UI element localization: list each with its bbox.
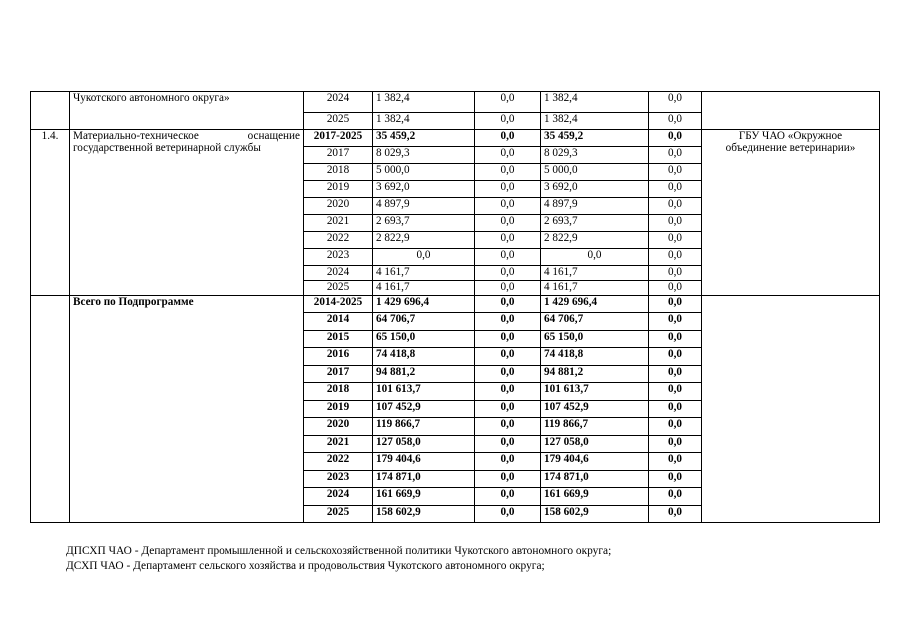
total-cell: 158 602,9 <box>373 505 475 523</box>
table-body <box>31 92 880 523</box>
year-cell: 2024 <box>304 266 373 281</box>
federal-budget-cell: 0,0 <box>475 470 541 488</box>
total-cell: 1 382,4 <box>373 92 475 113</box>
other-sources-cell: 0,0 <box>649 348 702 366</box>
federal-budget-cell: 0,0 <box>475 453 541 471</box>
total-cell: 119 866,7 <box>373 418 475 436</box>
other-sources-cell: 0,0 <box>649 232 702 249</box>
other-sources-cell: 0,0 <box>649 383 702 401</box>
total-cell: 2 822,9 <box>373 232 475 249</box>
total-cell: 3 692,0 <box>373 181 475 198</box>
table-row <box>31 130 880 147</box>
year-cell: 2018 <box>304 383 373 401</box>
other-sources-cell: 0,0 <box>649 313 702 331</box>
okrug-budget-cell: 2 693,7 <box>541 215 649 232</box>
year-cell: 2025 <box>304 113 373 130</box>
other-sources-cell: 0,0 <box>649 113 702 130</box>
other-sources-cell: 0,0 <box>649 505 702 523</box>
federal-budget-cell: 0,0 <box>475 281 541 296</box>
total-cell: 4 161,7 <box>373 266 475 281</box>
okrug-budget-cell: 5 000,0 <box>541 164 649 181</box>
year-cell: 2017 <box>304 147 373 164</box>
okrug-budget-cell: 0,0 <box>541 249 649 266</box>
federal-budget-cell: 0,0 <box>475 488 541 506</box>
year-cell: 2024 <box>304 92 373 113</box>
total-cell: 5 000,0 <box>373 164 475 181</box>
other-sources-cell: 0,0 <box>649 281 702 296</box>
item-name-line: государственной ветеринарной службы <box>73 142 261 154</box>
total-cell: 4 161,7 <box>373 281 475 296</box>
okrug-budget-cell: 158 602,9 <box>541 505 649 523</box>
okrug-budget-cell: 174 871,0 <box>541 470 649 488</box>
year-cell: 2021 <box>304 435 373 453</box>
year-cell: 2023 <box>304 470 373 488</box>
okrug-budget-cell: 3 692,0 <box>541 181 649 198</box>
item-number-cell <box>31 296 70 523</box>
other-sources-cell: 0,0 <box>649 488 702 506</box>
year-cell: 2016 <box>304 348 373 366</box>
other-sources-cell: 0,0 <box>649 181 702 198</box>
table-row <box>31 92 880 113</box>
total-cell: 107 452,9 <box>373 400 475 418</box>
total-cell: 2 693,7 <box>373 215 475 232</box>
okrug-budget-cell: 119 866,7 <box>541 418 649 436</box>
total-cell: 4 897,9 <box>373 198 475 215</box>
other-sources-cell: 0,0 <box>649 470 702 488</box>
other-sources-cell: 0,0 <box>649 330 702 348</box>
okrug-budget-cell: 4 161,7 <box>541 266 649 281</box>
other-sources-cell: 0,0 <box>649 418 702 436</box>
total-cell: 35 459,2 <box>373 130 475 147</box>
other-sources-cell: 0,0 <box>649 147 702 164</box>
federal-budget-cell: 0,0 <box>475 435 541 453</box>
year-cell: 2017-2025 <box>304 130 373 147</box>
federal-budget-cell: 0,0 <box>475 313 541 331</box>
subprogram-total-label: Всего по Подпрограмме <box>70 296 304 523</box>
other-sources-cell: 0,0 <box>649 164 702 181</box>
federal-budget-cell: 0,0 <box>475 147 541 164</box>
okrug-budget-cell: 4 161,7 <box>541 281 649 296</box>
federal-budget-cell: 0,0 <box>475 296 541 313</box>
year-cell: 2025 <box>304 281 373 296</box>
other-sources-cell: 0,0 <box>649 130 702 147</box>
other-sources-cell: 0,0 <box>649 215 702 232</box>
other-sources-cell: 0,0 <box>649 266 702 281</box>
okrug-budget-cell: 35 459,2 <box>541 130 649 147</box>
okrug-budget-cell: 65 150,0 <box>541 330 649 348</box>
year-cell: 2019 <box>304 400 373 418</box>
executor-line: ГБУ ЧАО «Окружное <box>738 130 843 142</box>
year-cell: 2021 <box>304 215 373 232</box>
year-cell: 2020 <box>304 418 373 436</box>
okrug-budget-cell: 74 418,8 <box>541 348 649 366</box>
other-sources-cell: 0,0 <box>649 453 702 471</box>
okrug-budget-cell: 94 881,2 <box>541 365 649 383</box>
year-cell: 2017 <box>304 365 373 383</box>
okrug-budget-cell: 1 382,4 <box>541 113 649 130</box>
total-cell: 174 871,0 <box>373 470 475 488</box>
okrug-budget-cell: 101 613,7 <box>541 383 649 401</box>
executor-line: объединение ветеринарии» <box>725 142 856 154</box>
okrug-budget-cell: 127 058,0 <box>541 435 649 453</box>
item-name-line: Материально-техническое оснащение <box>73 130 300 142</box>
federal-budget-cell: 0,0 <box>475 365 541 383</box>
other-sources-cell: 0,0 <box>649 198 702 215</box>
okrug-budget-cell: 64 706,7 <box>541 313 649 331</box>
total-cell: 74 418,8 <box>373 348 475 366</box>
other-sources-cell: 0,0 <box>649 435 702 453</box>
year-cell: 2019 <box>304 181 373 198</box>
federal-budget-cell: 0,0 <box>475 92 541 113</box>
item-number-cell <box>31 92 70 130</box>
federal-budget-cell: 0,0 <box>475 418 541 436</box>
year-cell: 2014-2025 <box>304 296 373 313</box>
okrug-budget-cell: 1 429 696,4 <box>541 296 649 313</box>
okrug-budget-cell: 8 029,3 <box>541 147 649 164</box>
federal-budget-cell: 0,0 <box>475 330 541 348</box>
table-row <box>31 296 880 313</box>
okrug-budget-cell: 1 382,4 <box>541 92 649 113</box>
footnote-dshp: ДСХП ЧАО - Департамент сельского хозяйства и продовольствия Чукотского автономного округа; <box>66 560 545 572</box>
year-cell: 2023 <box>304 249 373 266</box>
federal-budget-cell: 0,0 <box>475 130 541 147</box>
okrug-budget-cell: 2 822,9 <box>541 232 649 249</box>
year-cell: 2015 <box>304 330 373 348</box>
year-cell: 2018 <box>304 164 373 181</box>
year-cell: 2024 <box>304 488 373 506</box>
footnotes <box>66 544 876 574</box>
total-cell: 179 404,6 <box>373 453 475 471</box>
federal-budget-cell: 0,0 <box>475 232 541 249</box>
total-cell: 161 669,9 <box>373 488 475 506</box>
federal-budget-cell: 0,0 <box>475 383 541 401</box>
federal-budget-cell: 0,0 <box>475 198 541 215</box>
total-cell: 1 429 696,4 <box>373 296 475 313</box>
federal-budget-cell: 0,0 <box>475 249 541 266</box>
executor-cell <box>702 92 880 130</box>
other-sources-cell: 0,0 <box>649 249 702 266</box>
okrug-budget-cell: 179 404,6 <box>541 453 649 471</box>
federal-budget-cell: 0,0 <box>475 400 541 418</box>
okrug-budget-cell: 4 897,9 <box>541 198 649 215</box>
federal-budget-cell: 0,0 <box>475 181 541 198</box>
total-cell: 64 706,7 <box>373 313 475 331</box>
total-cell: 8 029,3 <box>373 147 475 164</box>
other-sources-cell: 0,0 <box>649 296 702 313</box>
executor-cell <box>702 130 880 296</box>
federal-budget-cell: 0,0 <box>475 215 541 232</box>
federal-budget-cell: 0,0 <box>475 348 541 366</box>
total-cell: 101 613,7 <box>373 383 475 401</box>
item-name-cell: Чукотского автономного округа» <box>70 92 304 130</box>
executor-cell <box>702 296 880 523</box>
total-cell: 65 150,0 <box>373 330 475 348</box>
other-sources-cell: 0,0 <box>649 365 702 383</box>
item-number-cell: 1.4. <box>31 130 70 296</box>
other-sources-cell: 0,0 <box>649 92 702 113</box>
total-cell: 1 382,4 <box>373 113 475 130</box>
total-cell: 0,0 <box>373 249 475 266</box>
federal-budget-cell: 0,0 <box>475 113 541 130</box>
other-sources-cell: 0,0 <box>649 400 702 418</box>
year-cell: 2022 <box>304 232 373 249</box>
footnote-dpshp: ДПСХП ЧАО - Департамент промышленной и сельскохозяйственной политики Чукотского автономного округа; <box>66 545 612 557</box>
subprogram-funding-table <box>30 91 880 523</box>
federal-budget-cell: 0,0 <box>475 164 541 181</box>
year-cell: 2014 <box>304 313 373 331</box>
total-cell: 94 881,2 <box>373 365 475 383</box>
year-cell: 2022 <box>304 453 373 471</box>
total-cell: 127 058,0 <box>373 435 475 453</box>
item-name-cell <box>70 130 304 296</box>
federal-budget-cell: 0,0 <box>475 266 541 281</box>
okrug-budget-cell: 161 669,9 <box>541 488 649 506</box>
okrug-budget-cell: 107 452,9 <box>541 400 649 418</box>
year-cell: 2020 <box>304 198 373 215</box>
year-cell: 2025 <box>304 505 373 523</box>
federal-budget-cell: 0,0 <box>475 505 541 523</box>
